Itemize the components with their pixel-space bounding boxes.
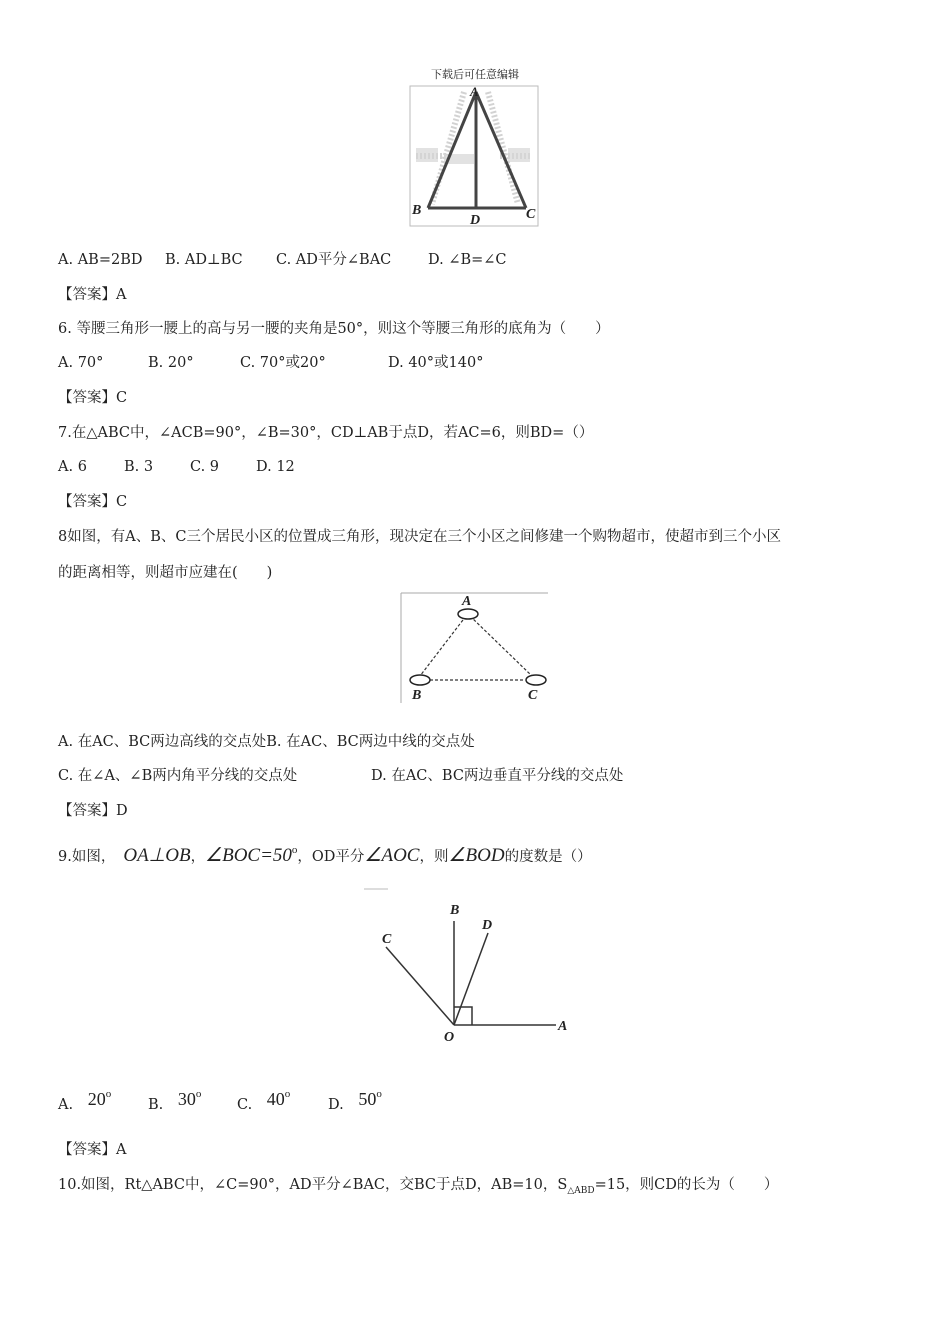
q8-answer: 【答案】D	[58, 803, 128, 819]
fig8-label-a: A	[462, 594, 472, 609]
q6-stem: 6. 等腰三角形一腰上的高与另一腰的夹角是50°，则这个等腰三角形的底角为（ ）	[58, 321, 610, 337]
q5-option-a: A. AB=2BD	[58, 252, 143, 268]
q9-option-c-degree: o	[284, 1088, 291, 1100]
page-header: 下载后可任意编辑	[431, 68, 519, 81]
q9-mid2: ，则	[419, 849, 449, 865]
q9-option-c	[237, 1080, 290, 1119]
q6-answer: 【答案】C	[58, 390, 128, 406]
q9-answer: 【答案】A	[58, 1142, 127, 1158]
fig5-label-b: B	[412, 203, 422, 218]
q9-option-a-degree: o	[105, 1088, 112, 1100]
q9-option-c-value: 40	[266, 1089, 285, 1109]
q7-option-d: D. 12	[256, 459, 295, 475]
fig5-label-d: D	[470, 213, 481, 228]
q5-option-b: B. AD⊥BC	[165, 252, 243, 268]
q10-stem-subscript: △ABD	[567, 1185, 595, 1196]
q6-option-a: A. 70°	[58, 355, 104, 371]
q6-option-b: B. 20°	[148, 355, 194, 371]
q9-option-a	[58, 1080, 111, 1119]
q9-option-a-value: 20	[87, 1089, 106, 1109]
q8-stem-line1: 8如图，有A、B、C三个居民小区的位置成三角形，现决定在三个小区之间修建一个购物超市，使超市到三个小区	[58, 529, 781, 545]
q7-option-c: C. 9	[190, 459, 220, 475]
fig8-label-c: C	[528, 688, 538, 703]
residential-triangle-figure	[400, 592, 550, 704]
q6-option-c: C. 70°或20°	[240, 355, 326, 371]
q8-stem-line2: 的距离相等，则超市应建在( )	[58, 565, 273, 581]
fig9-label-c: C	[382, 932, 392, 947]
fig9-label-b: B	[450, 903, 460, 918]
q8-option-d: D. 在AC、BC两边垂直平分线的交点处	[371, 768, 624, 784]
fig5-label-c: C	[526, 207, 536, 222]
q5-option-d: D. ∠B=∠C	[428, 252, 507, 268]
q9-option-d	[328, 1080, 382, 1119]
q10-stem-b: =15，则CD的长为（ ）	[594, 1177, 779, 1193]
q5-answer: 【答案】A	[58, 287, 127, 303]
q9-option-d-letter: D.	[328, 1097, 344, 1113]
q9-math-oa-perp-ob: OA⊥OB	[123, 845, 191, 866]
isosceles-triangle-figure	[408, 84, 540, 228]
q9-option-a-letter: A.	[58, 1097, 74, 1113]
q9-option-d-degree: o	[376, 1088, 382, 1100]
fig9-label-a: A	[558, 1019, 568, 1034]
q7-stem: 7.在△ABC中，∠ACB=90°，∠B=30°，CD⊥AB于点D，若AC=6，则BD=（）	[58, 425, 594, 441]
q9-option-d-value: 50	[358, 1089, 377, 1109]
fig8-label-b: B	[412, 688, 422, 703]
q9-math-boc-main: ∠BOC=50	[205, 845, 292, 866]
q7-option-a: A. 6	[58, 459, 87, 475]
angle-rays-figure	[360, 885, 580, 1050]
q9-comma: ，	[190, 849, 206, 865]
q9-stem	[58, 838, 592, 869]
fig5-label-a: A	[470, 84, 479, 99]
q9-math-boc-degree: o	[291, 844, 298, 856]
q7-answer: 【答案】C	[58, 494, 128, 510]
q9-option-b	[148, 1080, 201, 1119]
q9-mid: ，OD平分	[297, 849, 365, 865]
q10-stem	[58, 1175, 778, 1201]
q8-option-line1: A. 在AC、BC两边高线的交点处B. 在AC、BC两边中线的交点处	[58, 734, 475, 750]
q9-math-bod: ∠BOD	[448, 845, 505, 866]
q9-option-c-letter: C.	[237, 1097, 253, 1113]
fig9-label-d: D	[482, 918, 493, 933]
q9-option-b-degree: o	[195, 1088, 202, 1100]
q9-option-b-letter: B.	[148, 1097, 164, 1113]
q9-math-aoc: ∠AOC	[364, 845, 420, 866]
q5-option-c: C. AD平分∠BAC	[276, 252, 392, 268]
q9-option-b-value: 30	[177, 1089, 196, 1109]
q10-stem-a: 10.如图，Rt△ABC中，∠C=90°，AD平分∠BAC，交BC于点D，AB=10，S	[58, 1177, 568, 1193]
q9-prefix: 9.如图，	[58, 849, 116, 865]
q8-option-c: C. 在∠A、∠B两内角平分线的交点处	[58, 768, 298, 784]
q9-suffix: 的度数是（）	[504, 849, 592, 865]
q6-option-d: D. 40°或140°	[388, 355, 484, 371]
fig9-label-o: O	[444, 1030, 455, 1045]
q7-option-b: B. 3	[124, 459, 154, 475]
